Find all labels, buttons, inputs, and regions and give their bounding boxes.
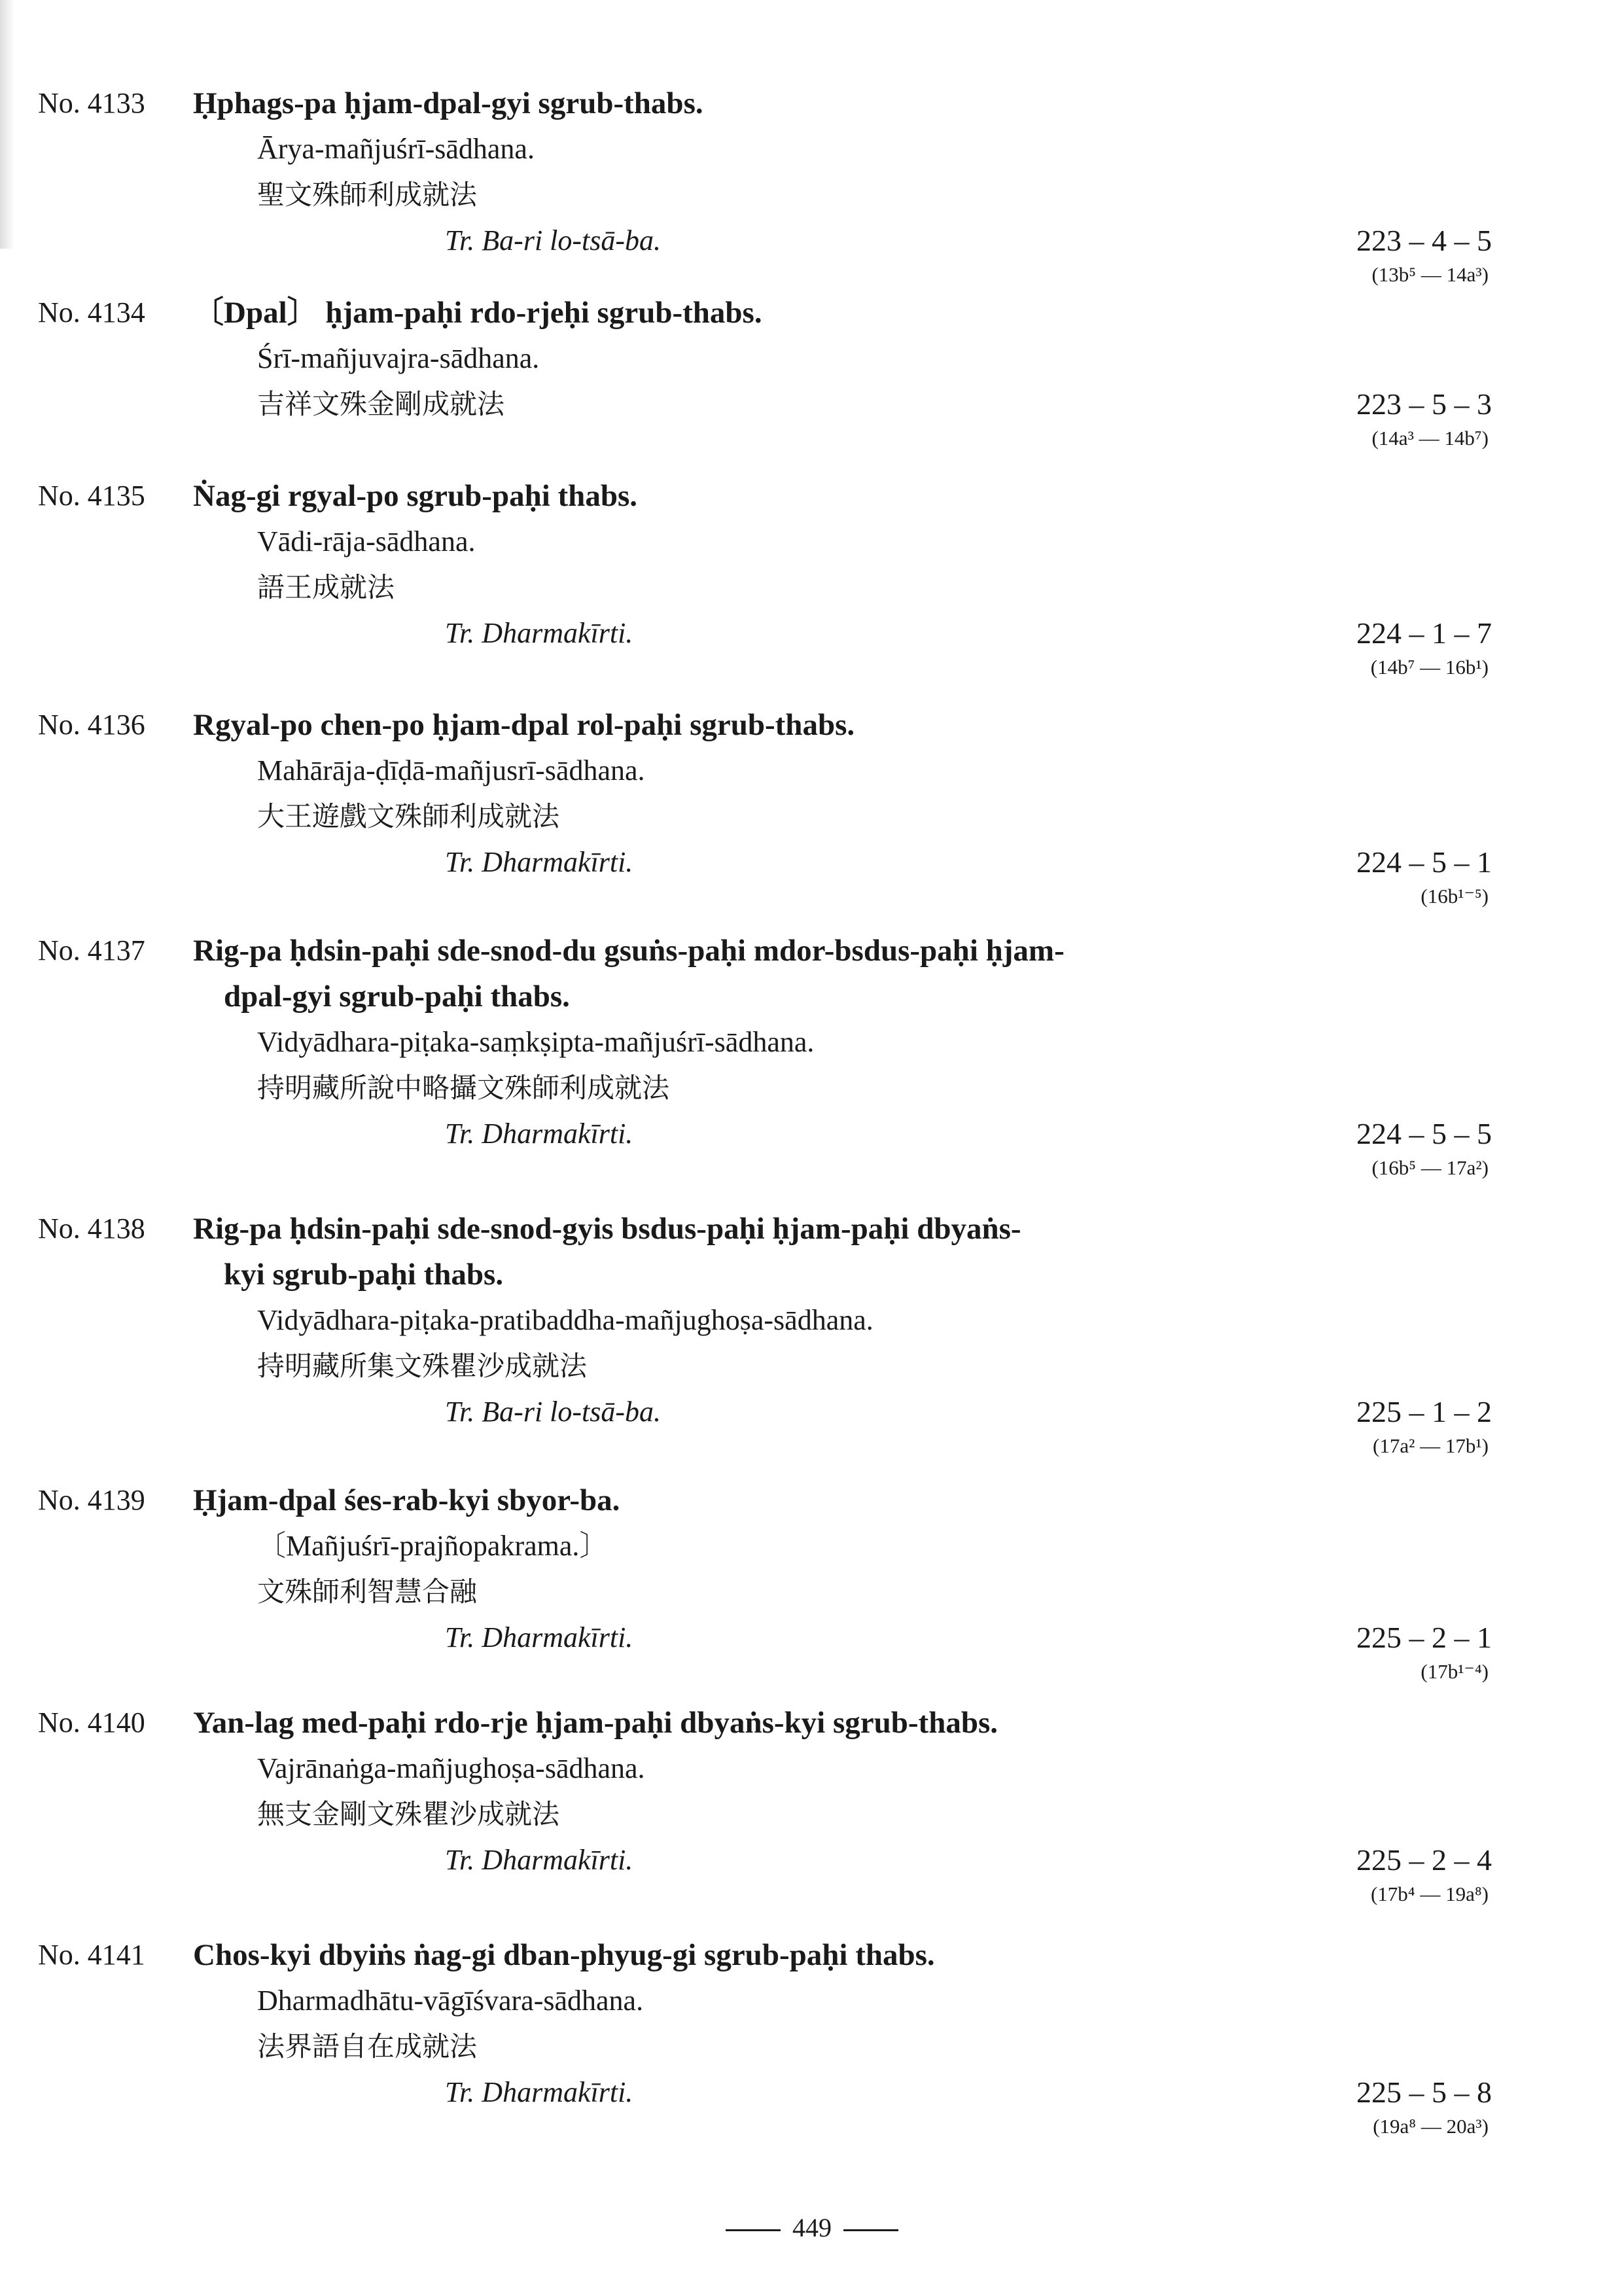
folio-range: (17b¹⁻⁴)	[1421, 1660, 1489, 1683]
translator: Tr. Dharmakīrti.	[445, 1621, 633, 1653]
tibetan-title: Ḥphags-pa ḥjam-dpal-gyi sgrub-thabs.	[193, 86, 703, 120]
sanskrit-title: Vādi-rāja-sādhana.	[257, 525, 476, 557]
scan-edge-shadow	[0, 0, 14, 249]
entry-number: No. 4140	[38, 1706, 145, 1739]
tibetan-title: Rig-pa ḥdsin-paḥi sde-snod-du gsuṅs-paḥi mdor-bsdus-paḥi ḥjam-	[193, 934, 1065, 968]
volume-reference: 224 – 5 – 5	[1356, 1117, 1492, 1150]
sanskrit-title: Dharmadhātu-vāgīśvara-sādhana.	[257, 1985, 644, 2017]
tibetan-title: Rgyal-po chen-po ḥjam-dpal rol-paḥi sgrub-thabs.	[193, 708, 855, 742]
sanskrit-title: 〔Mañjuśrī-prajñopakrama.〕	[257, 1530, 609, 1562]
volume-reference: 223 – 4 – 5	[1356, 224, 1492, 257]
translator: Tr. Dharmakīrti.	[445, 1118, 633, 1150]
entry-number: No. 4141	[38, 1939, 145, 1971]
folio-range: (14a³ — 14b⁷)	[1371, 427, 1489, 450]
tibetan-title: kyi sgrub-paḥi thabs.	[224, 1258, 504, 1292]
folio-range: (13b⁵ — 14a³)	[1371, 263, 1489, 286]
entry-number: No. 4138	[38, 1212, 145, 1245]
chinese-title: 無支金剛文殊瞿沙成就法	[257, 1798, 560, 1830]
chinese-title: 語王成就法	[257, 571, 395, 603]
footer-dash-right	[843, 2229, 898, 2231]
chinese-title: 法界語自在成就法	[257, 2030, 478, 2062]
chinese-title: 持明藏所說中略攝文殊師利成就法	[257, 1072, 670, 1104]
sanskrit-title: Vidyādhara-piṭaka-saṃkṣipta-mañjuśrī-sādhana.	[257, 1026, 815, 1058]
chinese-title: 吉祥文殊金剛成就法	[257, 388, 505, 420]
tibetan-title: 〔Dpal〕 ḥjam-paḥi rdo-rjeḥi sgrub-thabs.	[193, 296, 762, 330]
volume-reference: 223 – 5 – 3	[1356, 387, 1492, 421]
tibetan-title: Ḥjam-dpal śes-rab-kyi sbyor-ba.	[193, 1483, 620, 1517]
chinese-title: 大王遊戲文殊師利成就法	[257, 800, 560, 832]
folio-range: (17a² — 17b¹)	[1373, 1434, 1489, 1457]
sanskrit-title: Vidyādhara-piṭaka-pratibaddha-mañjughoṣa-sādhana.	[257, 1304, 874, 1336]
folio-range: (19a⁸ — 20a³)	[1373, 2115, 1489, 2138]
volume-reference: 224 – 5 – 1	[1356, 845, 1492, 879]
chinese-title: 文殊師利智慧合融	[257, 1576, 478, 1608]
entry-number: No. 4139	[38, 1484, 145, 1516]
sanskrit-title: Mahārāja-ḍīḍā-mañjusrī-sādhana.	[257, 754, 645, 786]
volume-reference: 225 – 5 – 8	[1356, 2075, 1492, 2109]
folio-range: (16b⁵ — 17a²)	[1371, 1156, 1489, 1179]
translator: Tr. Dharmakīrti.	[445, 846, 633, 878]
translator: Tr. Dharmakīrti.	[445, 2076, 633, 2108]
tibetan-title: Yan-lag med-paḥi rdo-rje ḥjam-paḥi dbyaṅs-kyi sgrub-thabs.	[193, 1706, 998, 1740]
footer-dash-left	[726, 2229, 781, 2231]
sanskrit-title: Ārya-mañjuśrī-sādhana.	[257, 133, 535, 165]
chinese-title: 聖文殊師利成就法	[257, 179, 478, 211]
volume-reference: 224 – 1 – 7	[1356, 616, 1492, 650]
sanskrit-title: Vajrānaṅga-mañjughoṣa-sādhana.	[257, 1752, 645, 1784]
translator: Tr. Ba-ri lo-tsā-ba.	[445, 1396, 662, 1428]
chinese-title: 持明藏所集文殊瞿沙成就法	[257, 1350, 588, 1382]
entry-number: No. 4137	[38, 934, 145, 966]
sanskrit-title: Śrī-mañjuvajra-sādhana.	[257, 342, 540, 374]
entry-number: No. 4136	[38, 709, 145, 741]
folio-range: (14b⁷ — 16b¹)	[1370, 656, 1489, 679]
volume-reference: 225 – 1 – 2	[1356, 1395, 1492, 1428]
folio-range: (16b¹⁻⁵)	[1421, 885, 1489, 908]
translator: Tr. Dharmakīrti.	[445, 617, 633, 649]
entry-number: No. 4133	[38, 87, 145, 119]
entry-number: No. 4134	[38, 296, 145, 328]
volume-reference: 225 – 2 – 1	[1356, 1621, 1492, 1654]
tibetan-title: dpal-gyi sgrub-paḥi thabs.	[224, 980, 570, 1014]
translator: Tr. Dharmakīrti.	[445, 1844, 633, 1876]
page-number: 449	[792, 2213, 832, 2242]
tibetan-title: Rig-pa ḥdsin-paḥi sde-snod-gyis bsdus-paḥi ḥjam-paḥi dbyaṅs-	[193, 1212, 1021, 1246]
tibetan-title: Ṅag-gi rgyal-po sgrub-paḥi thabs.	[193, 479, 637, 513]
page-footer	[0, 2212, 1624, 2244]
tibetan-title: Chos-kyi dbyiṅs ṅag-gi dban-phyug-gi sgrub-paḥi thabs.	[193, 1938, 935, 1972]
translator: Tr. Ba-ri lo-tsā-ba.	[445, 224, 662, 256]
folio-range: (17b⁴ — 19a⁸)	[1370, 1882, 1489, 1905]
volume-reference: 225 – 2 – 4	[1356, 1843, 1492, 1877]
entry-number: No. 4135	[38, 480, 145, 512]
